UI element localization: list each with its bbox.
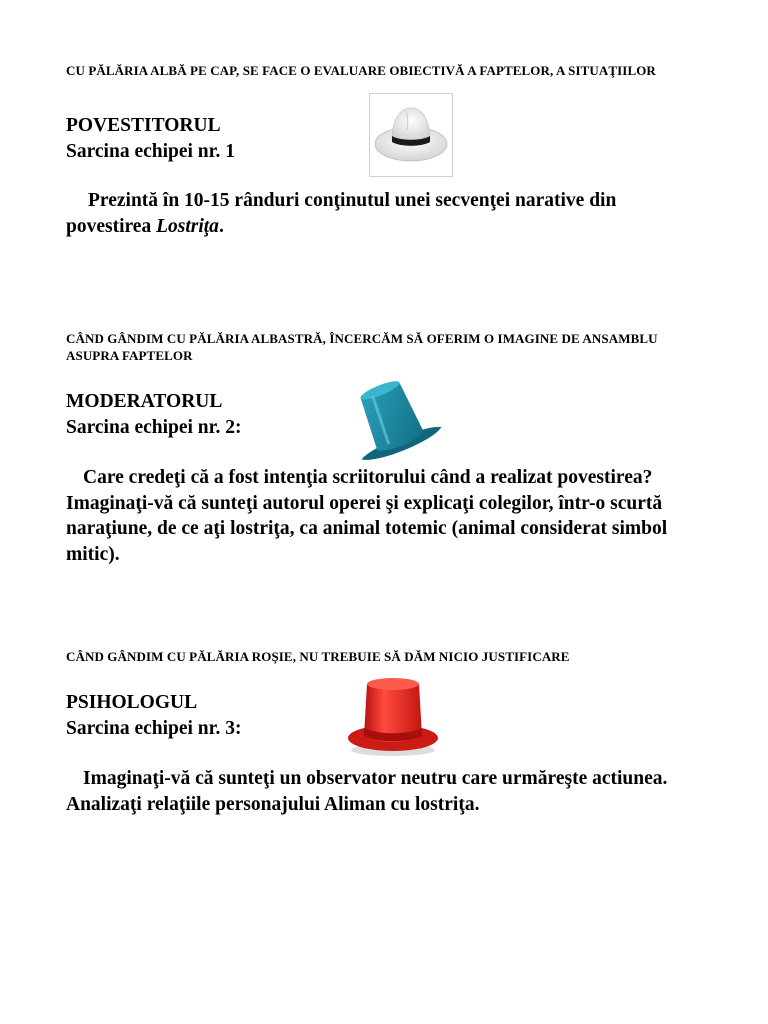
team-task-label: Sarcina echipei nr. 3: xyxy=(66,718,242,739)
story-title: Lostriţa xyxy=(156,215,219,237)
role-title: MODERATORUL xyxy=(66,391,223,412)
section-caption: CÂND GÂNDIM CU PĂLĂRIA ALBASTRĂ, ÎNCERCĂM SĂ OFERIM O IMAGINE DE ANSAMBLU ASUPRA FAPTELOR xyxy=(66,331,658,363)
team-task-label: Sarcina echipei nr. 2: xyxy=(66,417,242,438)
task-description: Imaginaţi-vă că sunteţi un observator neutru care urmăreşte actiunea. Analizaţi relaţiile personajului Aliman cu lostriţa. xyxy=(66,768,668,815)
task-description: Care credeţi că a fost intenţia scriitorului când a realizat povestirea? Imaginaţi-vă că sunteţi autorul operei şi explicaţi colegilor, într-o scurtă naraţiune, de ce aţi lostriţa, ca animal totemic (animal considerat simbol mitic). xyxy=(66,467,668,565)
section-caption: CÂND GÂNDIM CU PĂLĂRIA ROŞIE, NU TREBUIE SĂ DĂM NICIO JUSTIFICARE xyxy=(66,649,570,664)
role-title: POVESTITORUL xyxy=(66,115,221,136)
team-task-label: Sarcina echipei nr. 1 xyxy=(66,141,236,162)
white-hat-icon xyxy=(369,93,453,177)
section-caption: CU PĂLĂRIA ALBĂ PE CAP, SE FACE O EVALUARE OBIECTIVĂ A FAPTELOR, A SITUAŢIILOR xyxy=(66,63,656,78)
blue-top-hat-icon xyxy=(343,375,441,465)
role-title: PSIHOLOGUL xyxy=(66,692,198,713)
task-description: Prezintă în 10-15 rânduri conţinutul unei secvenţei narative din povestirea Lostriţa. xyxy=(66,190,617,237)
red-top-hat-icon xyxy=(344,670,442,758)
